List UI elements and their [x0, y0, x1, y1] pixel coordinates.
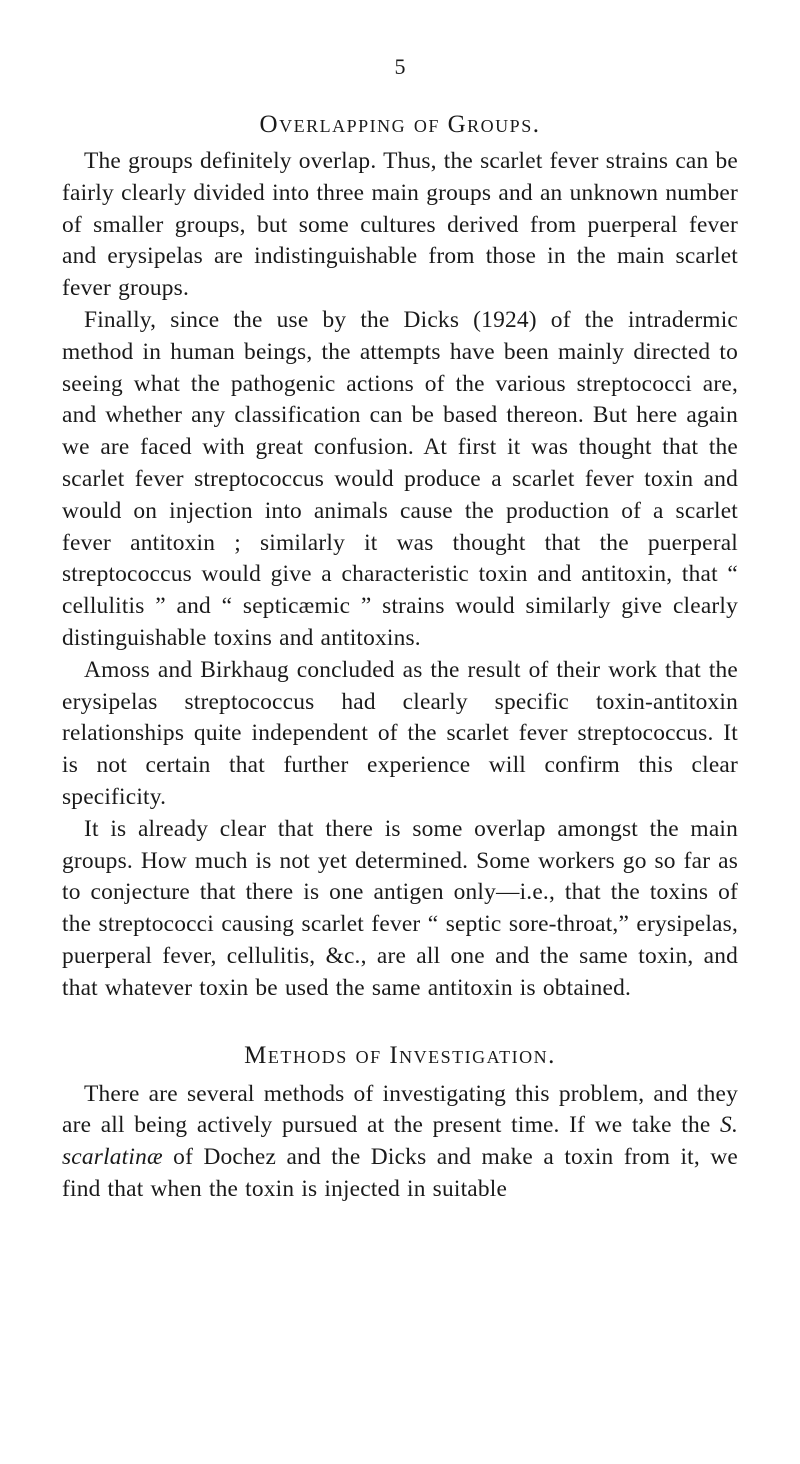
paragraph-groups-overlap: The groups definitely overlap. Thus, the scarlet fever strains can be fairly clearly divided into three main groups and an unknown number of smaller groups, but some cultures derived from puerperal fever and erysipelas are indistinguishable from those in the main scarlet fever groups.	[62, 148, 738, 302]
paragraph-methods	[62, 1079, 738, 1206]
paragraph-amoss-birkhaug: Amoss and Birkhaug concluded as the result of their work that the erysipelas streptococcus had clearly specific toxin-antitoxin relationships quite independent of the scarlet fever streptococcus. It is not certain that further experience will confirm this clear specificity.	[62, 656, 738, 810]
page-number: 5	[394, 54, 406, 79]
species-name: S. scarlatinæ	[62, 1112, 738, 1171]
paragraph-methods-text-start: There are several methods of investigating this problem, and they are all being actively pursued at the present time. If we take the	[62, 1080, 738, 1139]
paragraph-overlap-antigen: It is already clear that there is some overlap amongst the main groups. How much is not yet determined. Some workers go so far as to conjecture that there is one antigen only—i.e., that the toxins of the streptococci causing scarlet fever “ septic sore-throat,” erysipelas, puerperal fever, cellulitis, &c., are all one and the same toxin, and that whatever toxin be used the same antitoxin is obtained.	[62, 815, 738, 1001]
paragraph-intradermic-method: Finally, since the use by the Dicks (1924) of the intradermic method in human beings, the attempts have been mainly directed to seeing what the pathogenic actions of the various streptococci are, and whether any classification can be based thereon. But here again we are faced with great confusion. At first it was thought that the scarlet fever streptococcus would produce a scarlet fever toxin and would on injection into animals cause the production of a scarlet fever antitoxin ; similarly it was thought that the puerperal streptococcus would give a characteristic toxin and antitoxin, that “ cellulitis ” and “ septicæmic ” strains would similarly give clearly distinguishable toxins and antitoxins.	[62, 306, 738, 651]
section-heading-methods: Methods of Investigation.	[244, 1041, 556, 1069]
section-heading-overlapping: Overlapping of Groups.	[259, 111, 541, 138]
document-page	[62, 52, 738, 1206]
paragraph-methods-text-end: of Dochez and the Dicks and make a toxin from it, we find that when the toxin is injected in suitable	[62, 1144, 738, 1202]
